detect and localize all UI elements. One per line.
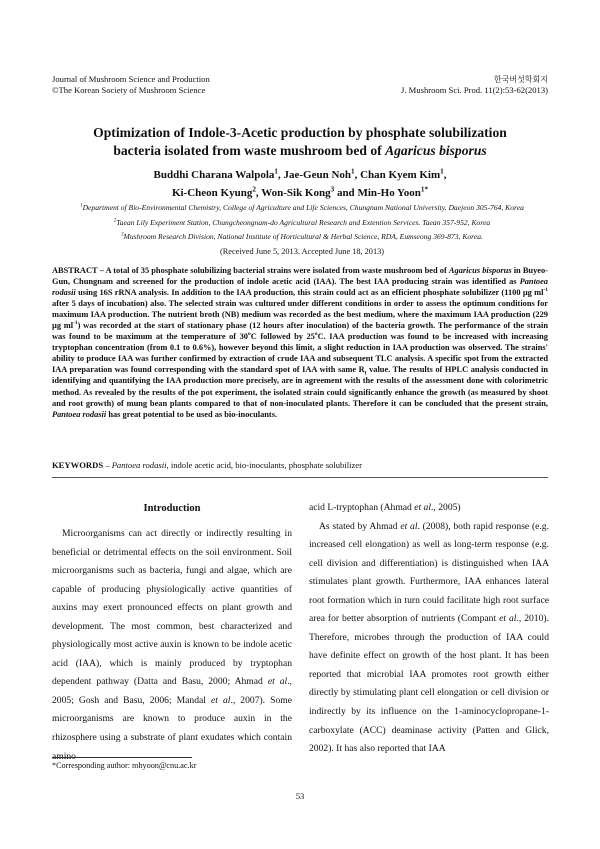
page-number: 53 (295, 791, 305, 801)
keywords: KEYWORDS – Pantoea rodasii, indole acetic acid, bio-inoculants, phosphate solubilizer (52, 460, 362, 470)
journal-korean-name: 한국버섯학회지 (493, 75, 548, 84)
footnote-rule (52, 757, 192, 758)
keywords-label: KEYWORDS (52, 460, 104, 470)
society-copyright: ©The Korean Society of Mushroom Science (52, 85, 206, 95)
abstract: ABSTRACT – A total of 35 phosphate solubilizing bacterial strains were isolated from waste mushroom bed of Agaricus bisporus in Buyeo-Gun, Chungnam and screened for the production of indole acetic acid (IAA). The best IAA producing strain was identified as Pantoea rodasii using 16S rRNA analysis. In addition to the IAA production, this strain could act as an efficient phosphate solubilizer (1100 µg $ml^{-1}$ after 5 days of incubation) also. The selected strain was cultured under different conditions in order to assess the optimum conditions for maximum IAA production. The nutrient broth (NB) medium was recorded as the best medium, where the maximum IAA production (229 µg $ml^{-1}$) was recorded at the start of stationary phase (12 hours after inoculation) of the bacteria growth. The performance of the strain was found to be maximum at the temperature of 30$^o$C followed by 25$^o$C. IAA production was found to be increased with increasing tryptophan concentration (from 0.1 to 0.6%), however beyond this limit, a slight reduction in IAA production was observed. The strains' ability to produce IAA was further confirmed by extraction of crude IAA and subsequent TLC analysis. A specific spot from the extracted IAA preparation was found corresponding with the standard spot of IAA with same $R_f$ value. The results of HPLC analysis conducted in identifying and quantifying the IAA production more precisely, are in agreement with the results of the assessment done with colorimetric method. As revealed by the results of the pot experiment, the isolated strain could significantly enhance the growth (as measured by shoot and root growth) of mung bean plants compared to that of non-inoculated plants. Therefore it can be concluded that the present strain, Pantoea rodasii has great potential to be used as bio-inoculants. (52, 266, 548, 419)
author-name: Min-Ho Yoon (357, 187, 421, 199)
title-line-1: Optimization of Indole-3-Acetic production by phosphate solubilization (93, 125, 507, 140)
author-name: Buddhi Charana Walpola (153, 169, 275, 181)
journal-header-right (288, 74, 548, 96)
corresponding-author-footnote: *Corresponding author: mhyoon@cnu.ac.kr (52, 761, 197, 770)
body-column-left (52, 525, 292, 766)
received-dates: (Received June 5, 2013. Accepted June 18, 2013) (219, 247, 385, 256)
author-name: Jae-Geun Noh (283, 169, 351, 181)
paper-title (40, 124, 560, 160)
title-line-2: bacteria isolated from waste mushroom bed of Agaricus bisporus (113, 143, 487, 158)
author-name: Chan Kyem Kim (360, 169, 441, 181)
intro-paragraph-2: As stated by Ahmad et al. (2008), both rapid response (e.g. increased cell elongation) as well as long-term response (e.g. cell division and differentiation) is distinguished when IAA stimulates plant growth. Furthermore, IAA enhances lateral root formation which in turn could facilitate high root surface area for better absorption of nutrients (Compant et al., 2010). Therefore, microbes through the production of IAA could have definite effect on growth of the host plant. It has been reported that microbial IAA promotes root growth either directly by stimulating plant cell elongation or cell division or indirectly by its influence on the 1-aminocyclopropane-1-carboxylate (ACC) deaminase activity (Patten and Glick, 2002). It has also reported that IAA (309, 520, 549, 755)
journal-name: Journal of Mushroom Science and Production (52, 74, 210, 84)
author-name: Won-Sik Kong (261, 187, 331, 199)
author-list (60, 166, 540, 202)
abstract-label: ABSTRACT (52, 266, 98, 275)
intro-paragraph-continued: acid L-tryptophan (Ahmad et al., 2005) (309, 502, 461, 513)
intro-paragraph-1: Microorganisms can act directly or indirectly resulting in beneficial or detrimental effects on the soil environment. Soil microorganisms such as bacteria, fungi and algae, which are capable of producing physiologically active quantities of auxins may exert pronounced effects on plant growth and development. The most common, best characterized and physiologically most active auxin is known to be indole acetic acid (IAA), which is mainly produced by tryptophan dependent pathway (Datta and Basu, 2000; Ahmad et al., 2005; Gosh and Basu, 2006; Mandal et al., 2007). Some microorganisms are known to produce auxin in the rhizosphere using a substrate of plant exudates which contain amino (52, 528, 292, 762)
affiliation-1: $^1$Department of Bio-Environmental Chemistry, College of Agriculture and Life Sciences, Chungnam National University, Daejeon 305-764, Korea (80, 203, 524, 212)
body-column-right (309, 499, 549, 759)
introduction-heading: Introduction (143, 503, 201, 514)
journal-header-left (52, 74, 312, 96)
author-name: Ki-Cheon Kyung (171, 187, 253, 199)
species-name: Agaricus bisporus (385, 143, 487, 158)
author-line-2: Ki-Cheon Kyung$^2$, Won-Sik Kong$^3$ and Min-Ho Yoon$^{1*}$ (171, 185, 429, 199)
author-line-1: Buddhi Charana Walpola$^1$, Jae-Geun Noh$^1$, Chan Kyem Kim$^1$, (153, 167, 447, 181)
affiliation-3: $^3$Mushroom Research Division, National Institute of Horticultural & Herbal Science, RDA, Eumseong 369-873, Korea. (121, 232, 483, 241)
affiliation-2: $^2$Taean Lily Experiment Station, Chungcheongnam-do Agricultural Research and Extention Services. Taean 357-952, Korea (113, 218, 491, 227)
citation-info: J. Mushroom Sci. Prod. 11(2):53-62(2013) (401, 85, 548, 95)
section-divider (52, 477, 548, 478)
